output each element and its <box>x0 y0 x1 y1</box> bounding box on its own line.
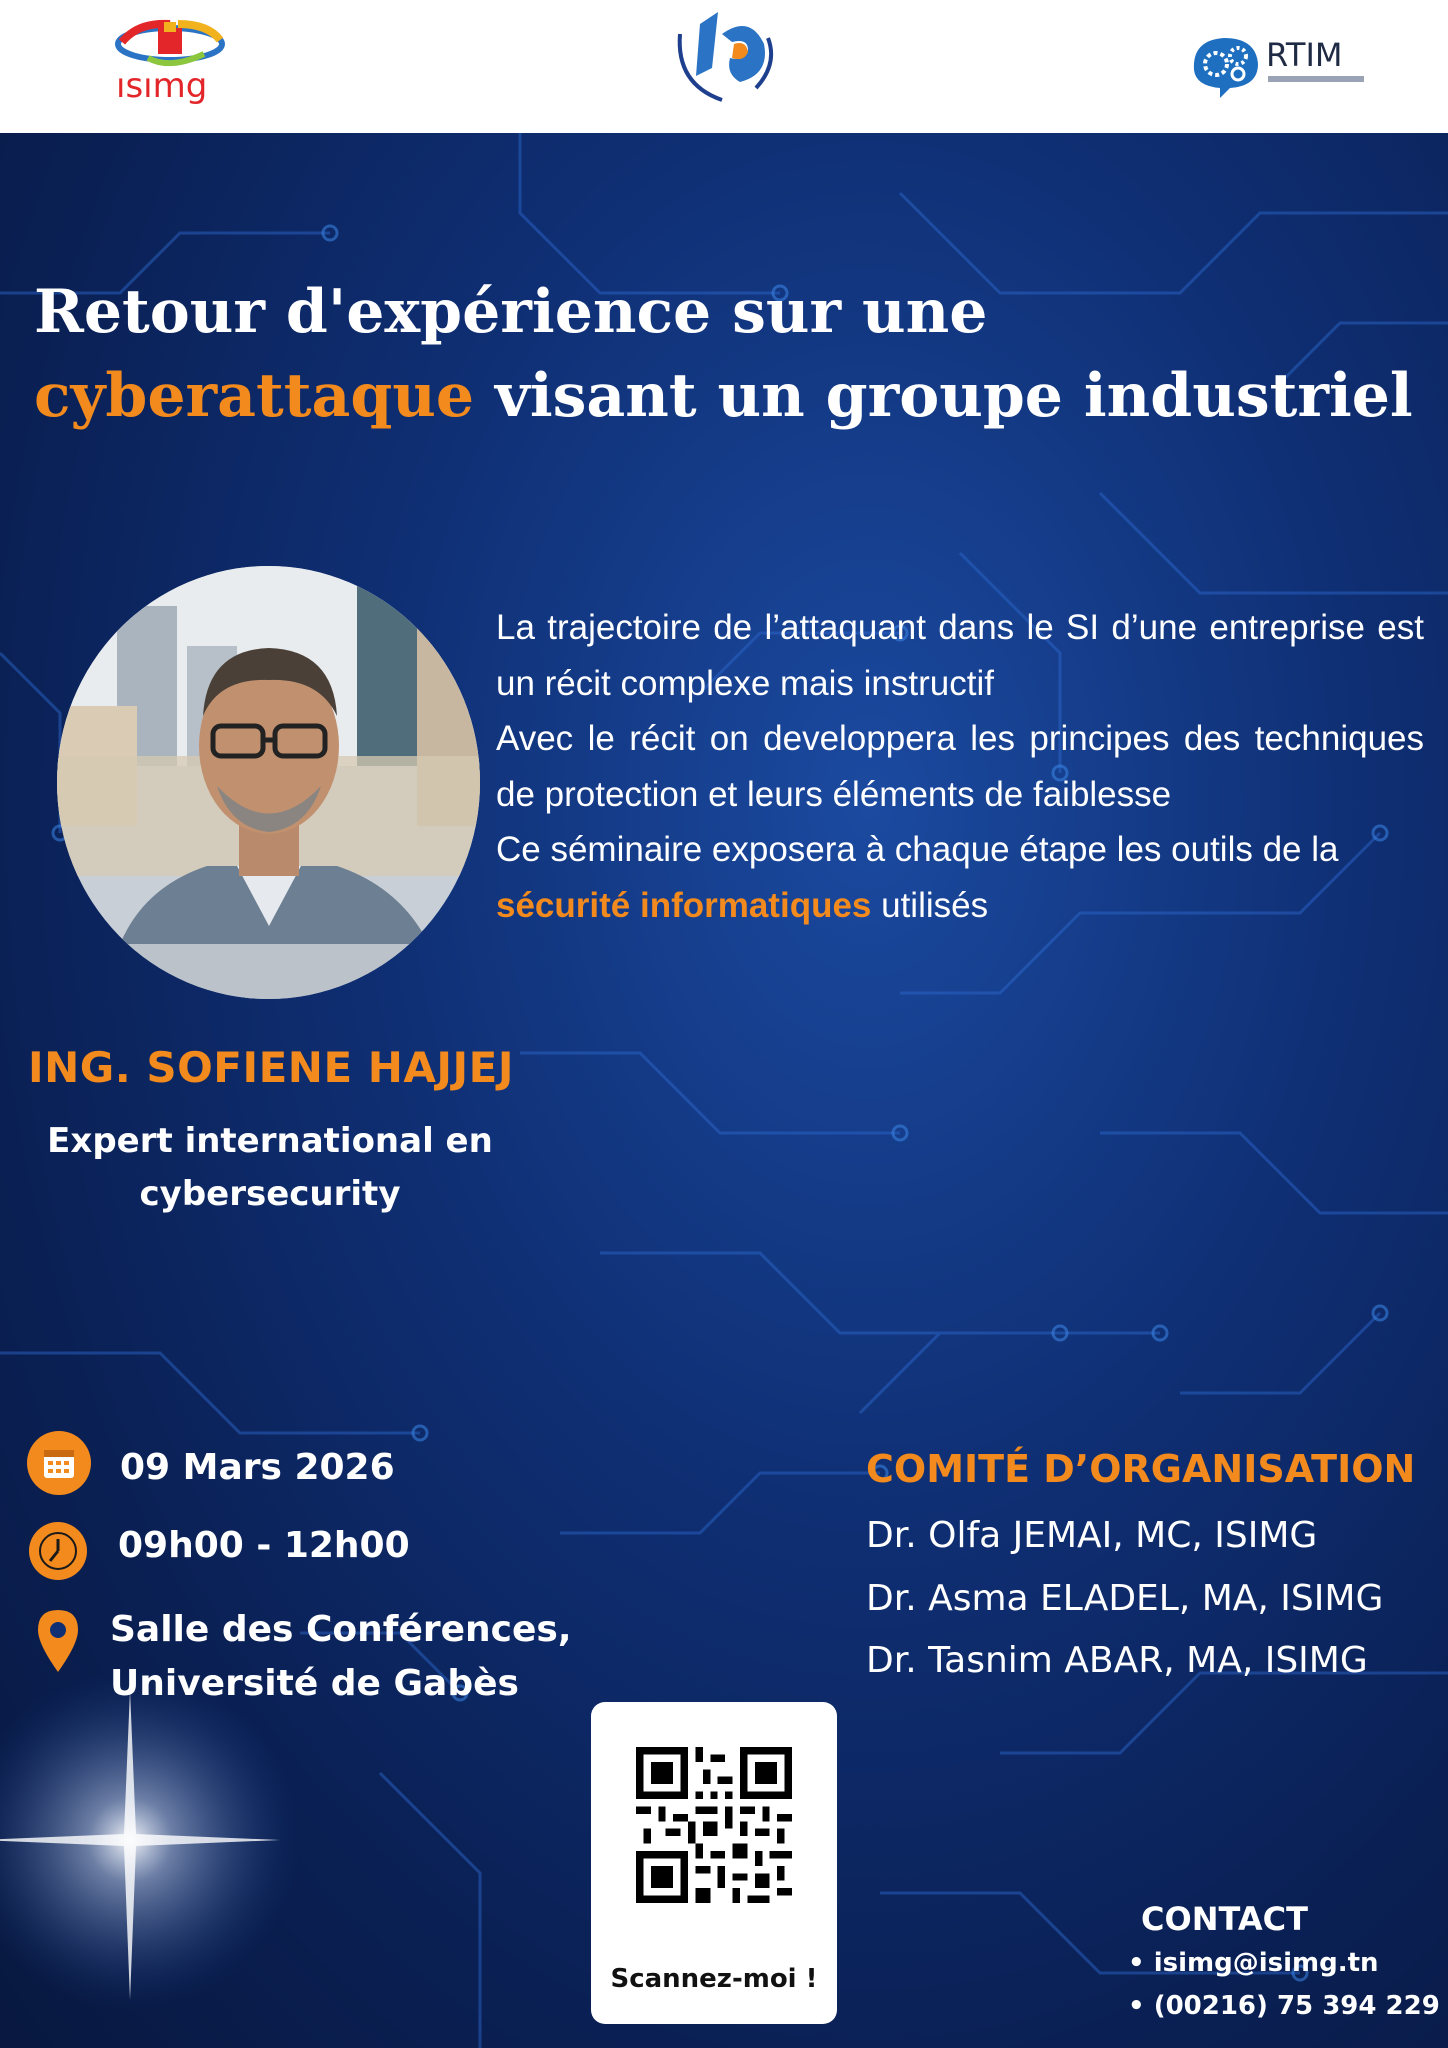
speaker-photo <box>57 566 480 999</box>
title-line-1: Retour d'expérience sur une <box>34 277 988 347</box>
clock-icon <box>28 1521 88 1585</box>
speaker-name: ING. SOFIENE HAJJEJ <box>28 1043 514 1092</box>
description-paragraph-2: Avec le récit on developpera les principes des techniques de protection et leurs éléments de faiblesse <box>496 719 1424 814</box>
rtim-logo-text: RTIM <box>1266 36 1343 74</box>
event-time: 09h00 - 12h00 <box>118 1525 410 1566</box>
event-title <box>34 270 1434 438</box>
speaker-role-line-2: cybersecurity <box>139 1174 401 1214</box>
committee-title: COMITÉ D’ORGANISATION <box>866 1447 1416 1491</box>
event-location-line-2: Université de Gabès <box>110 1663 519 1704</box>
speaker-role <box>20 1115 520 1221</box>
title-line-2: visant un groupe industriel <box>474 361 1413 431</box>
qr-code-image[interactable] <box>636 1747 792 1903</box>
location-pin-icon <box>36 1608 80 1678</box>
rtim-logo <box>1186 30 1366 100</box>
event-location <box>110 1603 572 1711</box>
isimg-logo-text: ısımg <box>116 66 208 106</box>
isimg-logo <box>108 14 232 110</box>
event-date: 09 Mars 2026 <box>120 1447 395 1488</box>
description-p3-start: Ce séminaire exposera à chaque étape les outils de la <box>496 830 1339 869</box>
qr-code-card[interactable] <box>591 1702 837 2024</box>
contact-email-text[interactable]: isimg@isimg.tn <box>1153 1948 1379 1978</box>
contact-email[interactable] <box>1128 1948 1379 1978</box>
title-highlight: cyberattaque <box>34 361 475 431</box>
logo-header <box>0 0 1448 133</box>
calendar-icon <box>26 1430 92 1500</box>
description-paragraph-3 <box>496 822 1424 933</box>
committee-member-3: Dr. Tasnim ABAR, MA, ISIMG <box>866 1640 1368 1681</box>
contact-phone-text[interactable]: (00216) 75 394 229 <box>1153 1991 1440 2021</box>
contact-title: CONTACT <box>1141 1900 1308 1938</box>
description-p3-highlight: sécurité informatiques <box>496 885 872 925</box>
qr-code-label: Scannez-moi ! <box>610 1964 818 1994</box>
bullet-icon: • <box>1128 1991 1145 2021</box>
committee-member-2: Dr. Asma ELADEL, MA, ISIMG <box>866 1578 1384 1619</box>
description-paragraph-1: La trajectoire de l’attaquant dans le SI d’une entreprise est un récit complexe mais instructif <box>496 608 1424 703</box>
committee-member-1: Dr. Olfa JEMAI, MC, ISIMG <box>866 1515 1318 1556</box>
bullet-icon: • <box>1128 1948 1145 1978</box>
speaker-role-line-1: Expert international en <box>47 1121 493 1161</box>
seminar-description <box>496 600 1424 933</box>
universite-gabes-logo <box>660 4 790 118</box>
light-flare-graphic <box>0 1670 360 2048</box>
contact-phone[interactable] <box>1128 1991 1440 2021</box>
rtim-logo-subline <box>1268 76 1364 82</box>
description-p3-end: utilisés <box>871 885 989 925</box>
event-location-line-1: Salle des Conférences, <box>110 1609 572 1650</box>
